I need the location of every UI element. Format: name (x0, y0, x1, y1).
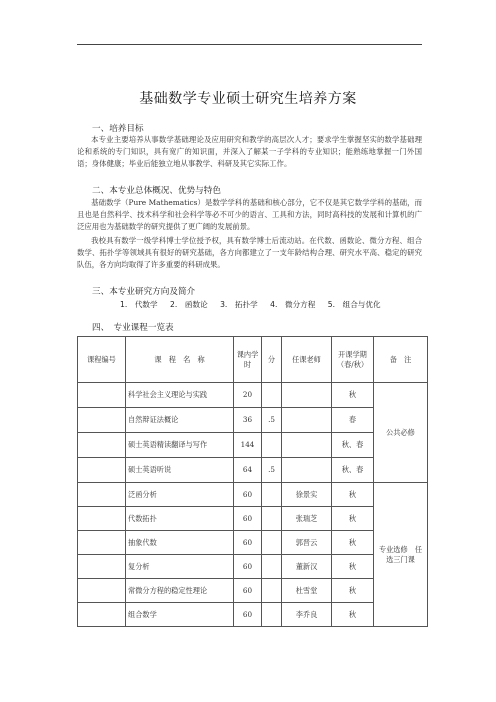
section-2-heading: 二、本专业总体概况、优势与特色 (92, 186, 221, 196)
header-note: 备 注 (374, 337, 428, 383)
course-credit-cell (262, 507, 282, 531)
direction-item: 4. 微分方程 (270, 300, 316, 309)
course-hours-cell: 36 (234, 408, 262, 433)
course-credit-cell (262, 579, 282, 603)
course-teacher-cell (282, 383, 332, 408)
course-hours-cell: 60 (234, 531, 262, 555)
group-note-cell: 公共必修 (374, 383, 428, 483)
course-hours-cell: 60 (234, 483, 262, 507)
header-credit: 分 (262, 337, 282, 383)
course-name-cell: 组合数学 (126, 603, 234, 627)
course-hours-cell: 144 (234, 433, 262, 458)
course-semester-cell: 春 (332, 408, 374, 433)
header-rule (77, 44, 422, 45)
section-1-text: 本专业主要培养从事数学基础理论及应用研究和教学的高层次人才；要求学生掌握坚实的数学基础理论和系统的专门知识，具有宽广的知识面，并深入了解某一子学科的专业知识；能熟练地掌握一门外国语；身体健康；毕业后能独立地从事教学、科研及其它实际工作。 (77, 135, 422, 168)
course-teacher-cell (282, 408, 332, 433)
course-credit-cell: .5 (262, 408, 282, 433)
table-row (78, 383, 428, 408)
course-code-cell (78, 531, 126, 555)
course-semester-cell: 秋、春 (332, 433, 374, 458)
course-name-cell: 硕士英语听说 (126, 458, 234, 483)
course-code-cell (78, 507, 126, 531)
course-semester-cell: 秋、春 (332, 458, 374, 483)
header-hours: 课内学时 (234, 337, 262, 383)
course-credit-cell (262, 483, 282, 507)
course-teacher-cell: 杜雪堂 (282, 579, 332, 603)
header-name: 课 程 名 称 (126, 337, 234, 383)
course-teacher-cell (282, 458, 332, 483)
course-code-cell (78, 383, 126, 408)
course-hours-cell: 60 (234, 507, 262, 531)
header-code: 课程编号 (78, 337, 126, 383)
course-teacher-cell: 董新汉 (282, 555, 332, 579)
course-credit-cell (262, 603, 282, 627)
research-directions (120, 299, 391, 310)
course-code-cell (78, 483, 126, 507)
course-semester-cell: 秋 (332, 579, 374, 603)
course-credit-cell (262, 555, 282, 579)
course-semester-cell: 秋 (332, 555, 374, 579)
group-note-cell: 专业选修 任选三门课 (374, 483, 428, 627)
course-credit-cell (262, 383, 282, 408)
course-semester-cell: 秋 (332, 383, 374, 408)
section-2-text-2: 我校具有数学一级学科博士学位授予权，具有数学博士后流动站。在代数、函数论、微分方程、组合数学、拓扑学等领域具有很好的研究基础，各方向都建立了一支年龄结构合理、研究水平高、稳定的研究队伍，各方向均取得了许多重要的科研成果。 (77, 236, 422, 269)
course-code-cell (78, 458, 126, 483)
direction-item: 1. 代数学 (120, 300, 158, 309)
course-hours-cell: 20 (234, 383, 262, 408)
section-1-heading: 一、培养目标 (92, 124, 144, 134)
course-semester-cell: 秋 (332, 507, 374, 531)
course-credit-cell (262, 433, 282, 458)
course-hours-cell: 60 (234, 603, 262, 627)
course-code-cell (78, 555, 126, 579)
course-name-cell: 科学社会主义理论与实践 (126, 383, 234, 408)
direction-item: 5. 组合与优化 (327, 300, 381, 309)
course-teacher-cell: 郭晋云 (282, 531, 332, 555)
section-2-text-1: 基础数学（Pure Mathematics）是数学学科的基础和核心部分，它不仅是其它数学学科的基础，而且也是自然科学、技术科学和社会科学等必不可少的语言、工具和方法，同时高科技的发展和计算机的广泛应用也为基础数学的研究提供了更广阔的发展前景。 (77, 198, 422, 231)
section-3-heading: 三、本专业研究方向及简介 (92, 287, 196, 297)
course-code-cell (78, 579, 126, 603)
course-name-cell: 代数拓扑 (126, 507, 234, 531)
course-code-cell (78, 408, 126, 433)
course-teacher-cell (282, 433, 332, 458)
course-teacher-cell: 张瑞芝 (282, 507, 332, 531)
course-semester-cell: 秋 (332, 531, 374, 555)
course-table (77, 336, 428, 627)
course-code-cell (78, 433, 126, 458)
course-name-cell: 泛函分析 (126, 483, 234, 507)
course-hours-cell: 64 (234, 458, 262, 483)
course-name-cell: 硕士英语精读翻译与写作 (126, 433, 234, 458)
course-teacher-cell: 李乔良 (282, 603, 332, 627)
course-code-cell (78, 603, 126, 627)
course-semester-cell: 秋 (332, 603, 374, 627)
course-credit-cell: .5 (262, 458, 282, 483)
course-credit-cell (262, 531, 282, 555)
direction-item: 3. 拓扑学 (220, 300, 258, 309)
page-title: 基础数学专业硕士研究生培养方案 (139, 91, 357, 107)
table-header-row (78, 337, 428, 383)
course-name-cell: 抽象代数 (126, 531, 234, 555)
course-name-cell: 常微分方程的稳定性理论 (126, 579, 234, 603)
header-semester: 开课学期（春/秋） (332, 337, 374, 383)
course-semester-cell: 秋 (332, 483, 374, 507)
course-hours-cell: 60 (234, 555, 262, 579)
course-name-cell: 自然辩证法概论 (126, 408, 234, 433)
table-row (78, 483, 428, 507)
section-4-heading: 四、 专业课程一览表 (92, 323, 174, 333)
header-teacher: 任课老师 (282, 337, 332, 383)
direction-item: 2. 函数论 (170, 300, 208, 309)
course-teacher-cell: 徐景实 (282, 483, 332, 507)
course-name-cell: 复分析 (126, 555, 234, 579)
course-hours-cell: 60 (234, 579, 262, 603)
